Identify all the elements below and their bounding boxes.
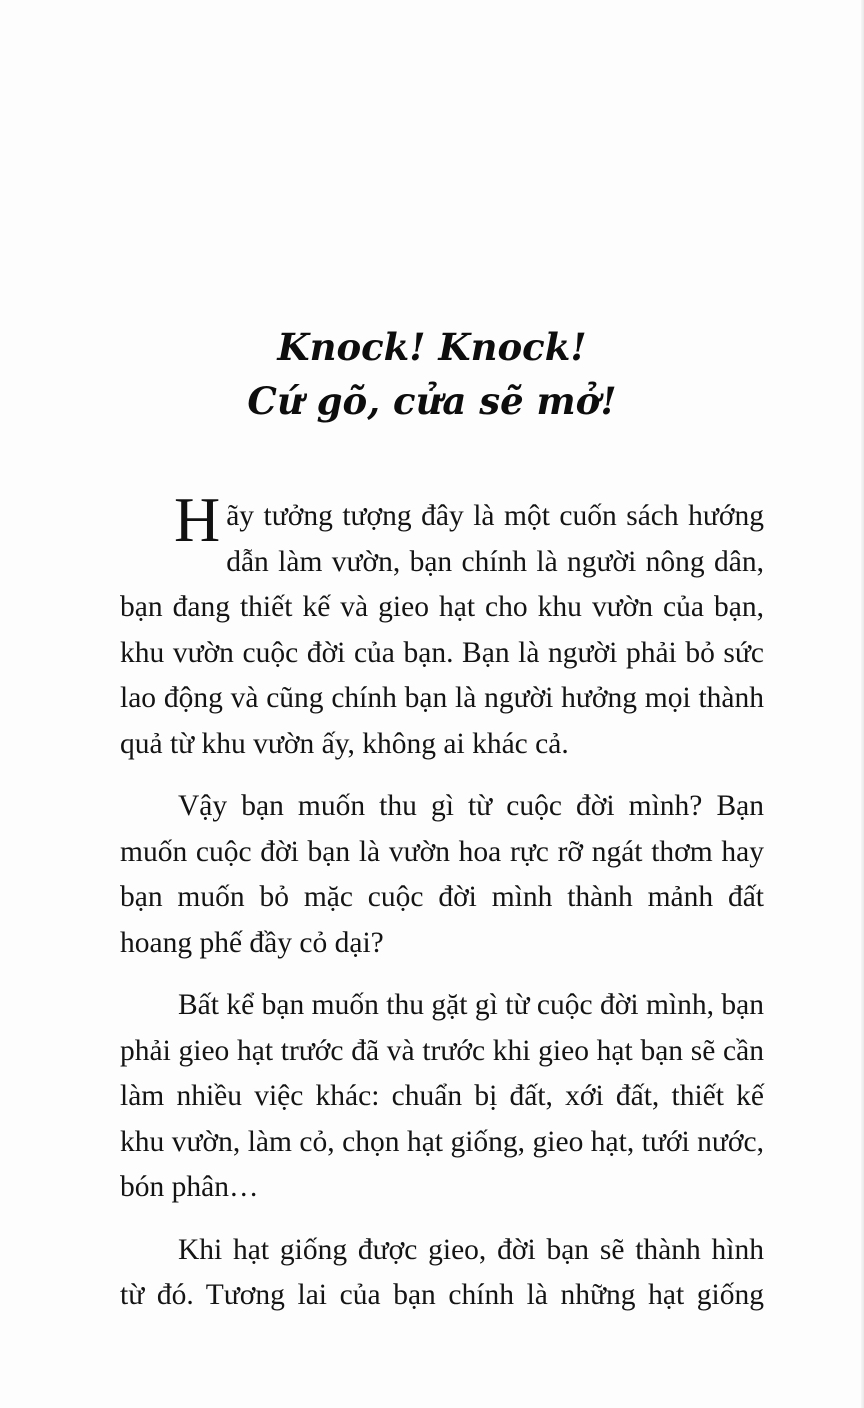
paragraph-text: ãy tưởng tượng đây là một cuốn sách hướng dẫn làm vườn, bạn chính là người nông dân, bạn đang thiết kế và gieo hạt cho khu vườn của bạn, khu vườn cuộc đời của bạn. Bạn là người phải bỏ sức lao động và cũng chính bạn là người hưởng mọi thành quả từ khu vườn ấy, không ai khác cả. bbox=[120, 500, 764, 760]
chapter-subtitle: Cứ gõ, cửa sẽ mở! bbox=[247, 379, 617, 423]
body-text bbox=[120, 484, 764, 1336]
chapter-title: Knock! Knock! bbox=[277, 325, 587, 369]
paragraph bbox=[120, 484, 764, 767]
paragraph: Khi hạt giống được gieo, đời bạn sẽ thành hình từ đó. Tương lai của bạn chính là những hạt giống bbox=[120, 1233, 764, 1311]
paragraph: Vậy bạn muốn thu gì từ cuộc đời mình? Bạn muốn cuộc đời bạn là vườn hoa rực rỡ ngát thơm hay bạn muốn bỏ mặc cuộc đời mình thành mảnh đất hoang phế đầy cỏ dại? bbox=[120, 790, 764, 959]
paragraph: Bất kể bạn muốn thu gặt gì từ cuộc đời mình, bạn phải gieo hạt trước đã và trước khi gieo hạt bạn sẽ cần làm nhiều việc khác: chuẩn bị đất, xới đất, thiết kế khu vườn, làm cỏ, chọn hạt giống, gieo hạt, tưới nước, bón phân… bbox=[120, 989, 764, 1203]
drop-cap: H bbox=[174, 484, 221, 555]
